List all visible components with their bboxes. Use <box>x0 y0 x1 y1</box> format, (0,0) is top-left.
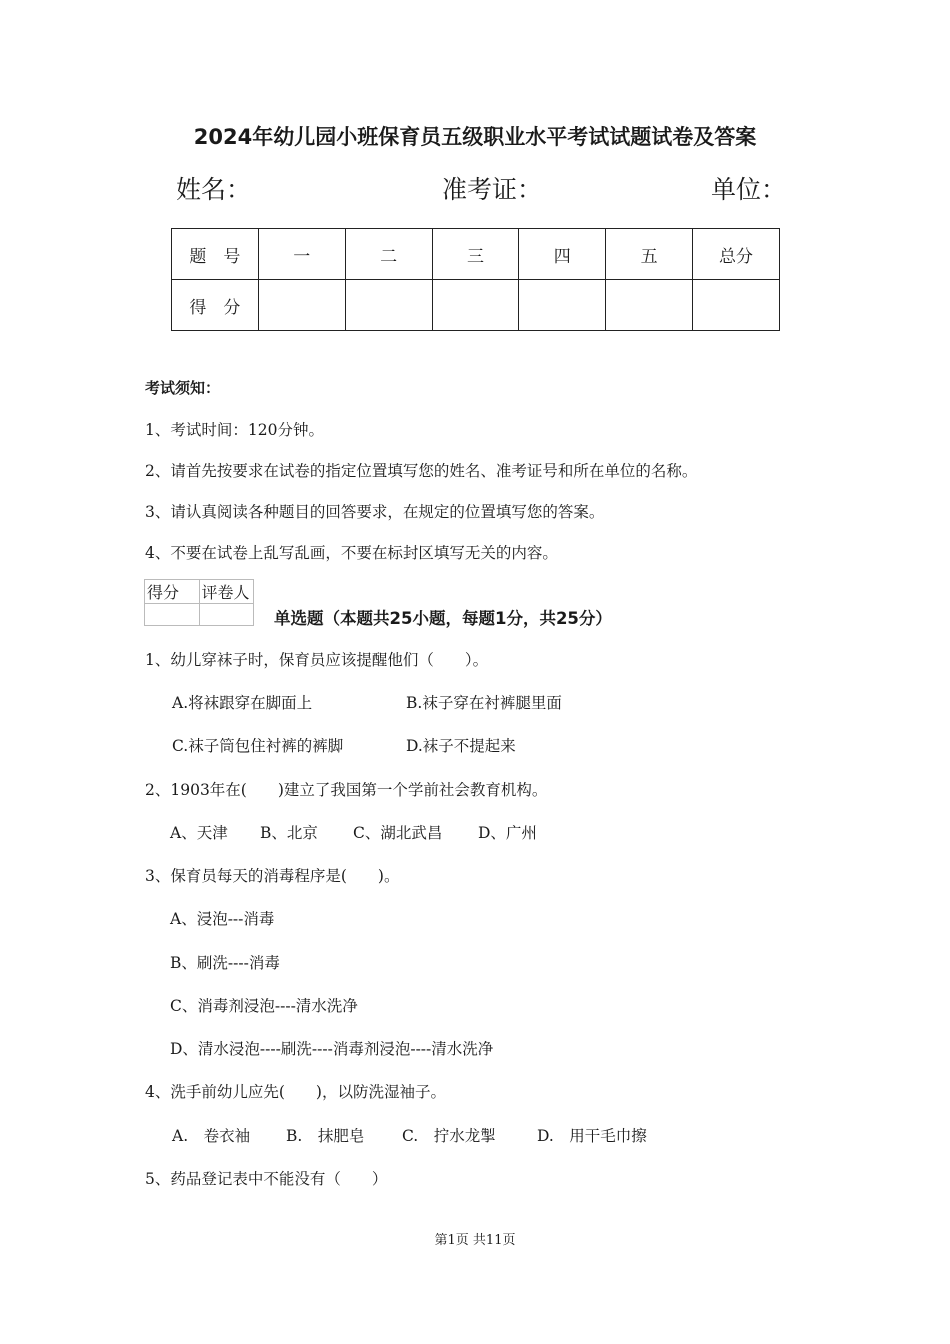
section-title: 单选题（本题共25小题，每题1分，共25分） <box>274 609 612 628</box>
question-option: D.袜子不提起来 <box>406 737 516 755</box>
question-option: A. 卷衣袖 <box>172 1127 251 1145</box>
exam-id-field-label: 准考证： <box>442 175 543 204</box>
grader-table <box>144 579 254 626</box>
score-table <box>171 228 780 331</box>
grader-reviewer-cell[interactable] <box>199 604 254 626</box>
score-entry-cell[interactable] <box>432 280 519 331</box>
question-option: C、消毒剂浸泡----清水洗净 <box>170 997 358 1015</box>
notice-title: 考试须知： <box>145 379 221 397</box>
page-footer: 第1页 共11页 <box>434 1233 516 1248</box>
question-option: D、清水浸泡----刷洗----消毒剂浸泡----清水洗净 <box>170 1040 494 1058</box>
grader-score-label: 得分 <box>145 580 200 604</box>
score-table-cell: 得 分 <box>172 280 259 331</box>
name-field-label: 姓名： <box>176 175 252 204</box>
grader-score-cell[interactable] <box>145 604 200 626</box>
unit-field-label: 单位： <box>711 175 787 204</box>
score-entry-cell[interactable] <box>345 280 432 331</box>
question-text: 1、幼儿穿袜子时，保育员应该提醒他们（ ）。 <box>145 651 489 669</box>
score-table-cell: 三 <box>432 229 519 280</box>
question-option: B、刷洗----消毒 <box>170 954 280 972</box>
notice-item: 4、不要在试卷上乱写乱画，不要在标封区填写无关的内容。 <box>145 544 558 562</box>
score-table-cell: 五 <box>606 229 693 280</box>
notice-item: 1、考试时间：120分钟。 <box>145 421 324 439</box>
question-option: D. 用干毛巾擦 <box>537 1127 647 1145</box>
question-option: B.袜子穿在衬裤腿里面 <box>406 694 562 712</box>
question-option: C、湖北武昌 <box>353 824 443 842</box>
question-text: 3、保育员每天的消毒程序是( )。 <box>145 867 400 885</box>
score-table-cell: 题 号 <box>172 229 259 280</box>
score-entry-cell[interactable] <box>519 280 606 331</box>
question-option: A.将袜跟穿在脚面上 <box>172 694 313 712</box>
grader-reviewer-label: 评卷人 <box>199 580 254 604</box>
score-entry-cell[interactable] <box>606 280 693 331</box>
question-text: 2、1903年在( )建立了我国第一个学前社会教育机构。 <box>145 781 548 799</box>
score-table-cell: 一 <box>258 229 345 280</box>
page-title: 2024年幼儿园小班保育员五级职业水平考试试题试卷及答案 <box>193 125 757 149</box>
score-table-cell: 四 <box>519 229 606 280</box>
score-table-cell: 总分 <box>693 229 780 280</box>
question-text: 4、洗手前幼儿应先( )，以防洗湿袖子。 <box>145 1083 446 1101</box>
question-option: C.袜子筒包住衬裤的裤脚 <box>172 737 344 755</box>
score-table-score-row <box>172 280 780 331</box>
notice-item: 3、请认真阅读各种题目的回答要求，在规定的位置填写您的答案。 <box>145 503 605 521</box>
notice-item: 2、请首先按要求在试卷的指定位置填写您的姓名、准考证号和所在单位的名称。 <box>145 462 698 480</box>
question-option: B. 抹肥皂 <box>286 1127 365 1145</box>
question-text: 5、药品登记表中不能没有（ ） <box>145 1170 388 1188</box>
score-entry-cell[interactable] <box>258 280 345 331</box>
score-table-cell: 二 <box>345 229 432 280</box>
question-option: D、广州 <box>478 824 537 842</box>
score-table-header-row <box>172 229 780 280</box>
question-option: A、天津 <box>170 824 228 842</box>
question-option: A、浸泡---消毒 <box>170 910 275 928</box>
question-option: B、北京 <box>260 824 318 842</box>
score-entry-cell[interactable] <box>693 280 780 331</box>
question-option: C. 拧水龙掣 <box>402 1127 496 1145</box>
